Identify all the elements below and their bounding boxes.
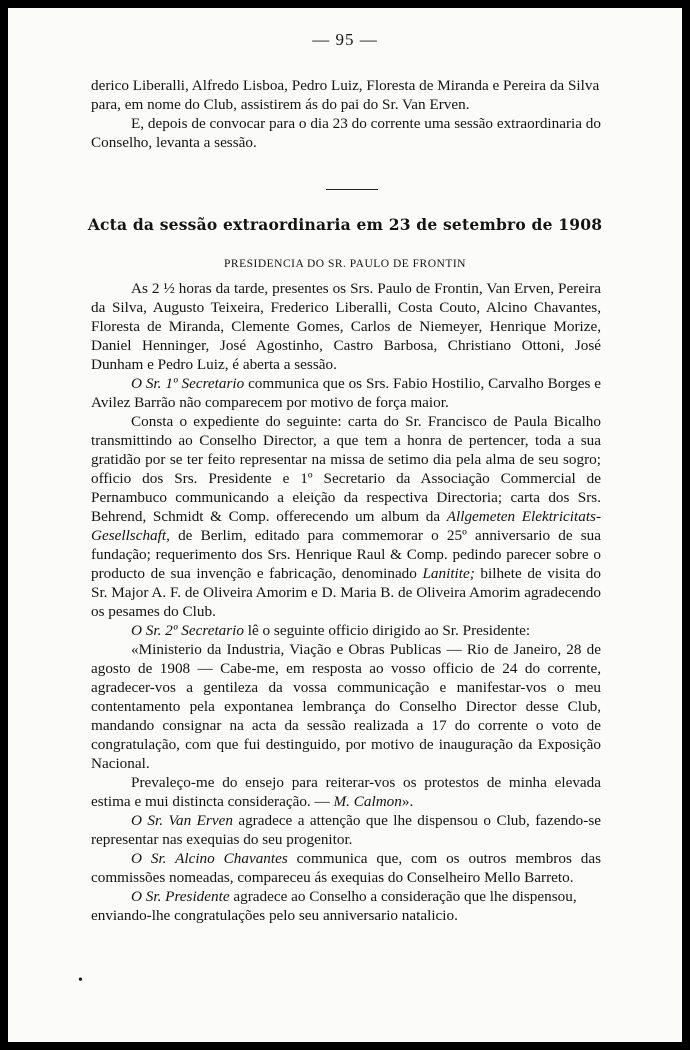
speaker-name: O Sr. Van Erven	[131, 812, 233, 829]
paragraph-text: , de Berlim, editado para commemorar o 25º anniversario de sua fundação; requerimento dos Srs. Henrique Raul & Comp. pedindo parecer sobre o producto de sua invenção e fabricação, denominado	[91, 527, 601, 582]
intro-paragraph: derico Liberalli, Alfredo Lisboa, Pedro Luiz, Floresta de Miranda e Pereira da Silva para, em nome do Club, assistirem ás do pai do Sr. Van Erven.	[91, 77, 600, 113]
closing-paragraph: E, depois de convocar para o dia 23 do corrente uma sessão extraordinaria do Conselho, levanta a sessão.	[91, 115, 601, 151]
signature-name: M. Calmon	[333, 793, 402, 810]
ministry-letter-paragraph: «Ministerio da Industria, Viação e Obras Publicas — Rio de Janeiro, 28 de agosto de 1908 — Cabe-me, em resposta ao vosso officio de 24 do corrente, agradecer-vos a gentileza da vossa communicação e manifestar-vos o meu contentamento pela expontanea lembrança do Conselho Director desse Club, mandando consignar na acta da sessão realizada a 17 do corrente o voto de congratulação, com que fui destinguido, por motivo de inauguração da Exposição Nacional.	[91, 641, 601, 772]
chavantes-paragraph	[91, 849, 601, 887]
second-secretary-paragraph	[91, 621, 601, 640]
paragraph-text: agradece ao Conselho a consideração que lhe dispensou, enviando-lhe congratulações pelo seu anniversario natalicio.	[91, 888, 577, 924]
paragraph-text: agradece a attenção que lhe dispensou o Club, fazendo-se representar nas exequias do seu progenitor.	[91, 812, 601, 848]
correspondence-paragraph	[91, 412, 601, 621]
van-erven-paragraph	[91, 811, 601, 849]
intro-text	[91, 76, 601, 152]
paragraph-text: Consta o expediente do seguinte: carta do Sr. Francisco de Paula Bicalho transmittindo ao Conselho Director, a que tem a honra de pertencer, toda a sua gratidão por se ter feito representar na missa de setimo dia pela alma de seu sogro; officio dos Srs. Presidente e 1º Secretario da Associação Commercial de Pernambuco communicando a eleição da respectiva Directoria; carta dos Srs. Behrend, Schmidt & Comp. offerecendo um album da	[91, 413, 601, 525]
president-paragraph	[91, 887, 601, 925]
minutes-heading: Acta da sessão extraordinaria em 23 de setembro de 1908	[87, 215, 603, 234]
document-page	[8, 8, 682, 1042]
paragraph-text: Prevaleço-me do ensejo para reiterar-vos os protestos de minha elevada estima e mui distincta consideração. —	[91, 774, 601, 810]
margin-mark: •	[78, 973, 83, 988]
product-name: Lanitite;	[422, 565, 475, 582]
attendance-paragraph: As 2 ½ horas da tarde, presentes os Srs. Paulo de Frontin, Van Erven, Pereira da Silva, Augusto Teixeira, Frederico Liberalli, Costa Couto, Alcino Chavantes, Floresta de Miranda, Clemente Gomes, Carlos de Niemeyer, Henrique Morize, Daniel Henninger, José Agostinho, Castro Barbosa, Christiano Ottoni, José Dunham e Pedro Luiz, é aberta a sessão.	[91, 280, 601, 373]
page-number: — 95 —	[312, 30, 378, 49]
speaker-name: O Sr. Alcino Chavantes	[131, 850, 288, 867]
paragraph-text: lê o seguinte officio dirigido ao Sr. Presidente:	[243, 622, 531, 639]
first-secretary-paragraph	[91, 374, 601, 412]
section-divider	[326, 189, 378, 190]
speaker-name: O Sr. Presidente	[131, 888, 230, 905]
speaker-name: O Sr. 2º Secretario	[131, 622, 244, 639]
paragraph-text: ».	[401, 793, 414, 810]
company-name: Allgemeten Elektricitats-Gesellschaft	[91, 508, 602, 544]
paragraph-text: communica que os Srs. Fabio Hostilio, Carvalho Borges e Avilez Barrão não comparecem por motivo de força maior.	[91, 375, 602, 411]
presidency-line: PRESIDENCIA DO SR. PAULO DE FRONTIN	[224, 258, 466, 270]
paragraph-text: communica que, com os outros membros das commissões nomeadas, compareceu ás exequias do Conselheiro Mello Barreto.	[91, 850, 601, 886]
paragraph-text: bilhete de visita do Sr. Major A. F. de Oliveira Amorim e D. Maria B. de Oliveira Amorim agradecendo os pesames do Club.	[91, 565, 601, 620]
minutes-body	[91, 279, 601, 925]
speaker-name: O Sr. 1º Secretario	[131, 375, 245, 392]
letter-closing-paragraph	[91, 773, 601, 811]
